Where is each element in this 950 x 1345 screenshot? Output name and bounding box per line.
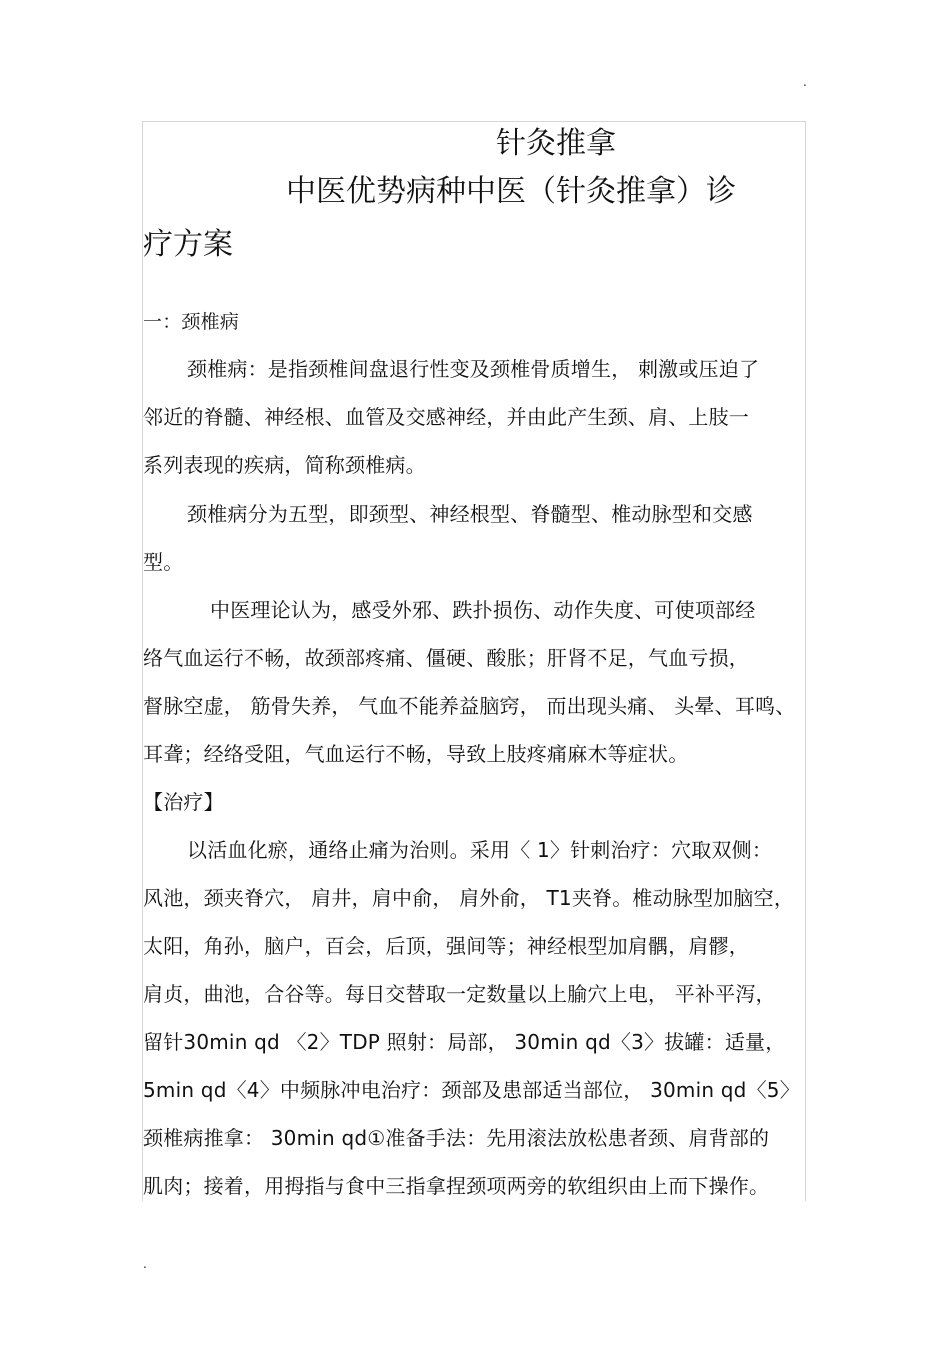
paragraph-line: 型。 bbox=[143, 550, 184, 574]
section-heading: 一：颈椎病 bbox=[143, 311, 240, 333]
paragraph-line: 络气血运行不畅，故颈部疼痛、僵硬、酸胀；肝肾不足，气血亏损， bbox=[143, 646, 749, 670]
paragraph-line: 耳聋；经络受阻，气血运行不畅，导致上肢疼痛麻木等症状。 bbox=[143, 742, 689, 766]
page-corner-dot: . bbox=[143, 1257, 147, 1271]
paragraph-line: 颈椎病分为五型，即颈型、神经根型、脊髓型、椎动脉型和交感 bbox=[187, 502, 753, 526]
paragraph-line: 颈椎病推拿： 30min qd①准备手法：先用滚法放松患者颈、肩背部的 bbox=[143, 1126, 770, 1150]
paragraph-line: 肩贞，曲池，合谷等。每日交替取一定数量以上腧穴上电， 平补平泻， bbox=[143, 982, 776, 1006]
paragraph-line: 以活血化瘀，通络止痛为治则。采用〈 1〉针刺治疗：穴取双侧： bbox=[187, 838, 773, 862]
page-corner-dot: . bbox=[803, 75, 807, 89]
paragraph-line: 5min qd〈4〉中频脉冲电治疗：颈部及患部适当部位， 30min qd〈5〉 bbox=[143, 1078, 800, 1102]
paragraph-line: 肌肉；接着，用拇指与食中三指拿捏颈项两旁的软组织由上而下操作。 bbox=[143, 1174, 770, 1198]
document-subtitle-line1: 中医优势病种中医（针灸推拿）诊 bbox=[286, 174, 736, 209]
paragraph-line: 颈椎病：是指颈椎间盘退行性变及颈椎骨质增生， 刺激或压迫了 bbox=[187, 357, 760, 381]
document-subtitle-line2: 疗方案 bbox=[143, 227, 233, 262]
treatment-heading: 【治疗】 bbox=[143, 790, 224, 814]
paragraph-line: 邻近的脊髓、神经根、血管及交感神经，并由此产生颈、肩、上肢一 bbox=[143, 405, 749, 429]
paragraph-line: 中医理论认为，感受外邪、跌扑损伤、动作失度、可使项部经 bbox=[210, 598, 756, 622]
paragraph-line: 督脉空虚， 筋骨失养， 气血不能养益脑窍， 而出现头痛、 头晕、耳鸣、 bbox=[143, 694, 796, 718]
paragraph-line: 太阳，角孙，脑户，百会，后顶，强间等；神经根型加肩髃，肩髎， bbox=[143, 934, 749, 958]
paragraph-line: 系列表现的疾病，简称颈椎病。 bbox=[143, 453, 426, 477]
paragraph-line: 留针30min qd 〈2〉TDP 照射：局部， 30min qd〈3〉拔罐：适量， bbox=[143, 1030, 786, 1054]
document-title: 针灸推拿 bbox=[496, 126, 616, 161]
paragraph-line: 风池，颈夹脊穴， 肩井，肩中俞， 肩外俞， T1夹脊。椎动脉型加脑空， bbox=[143, 886, 795, 910]
